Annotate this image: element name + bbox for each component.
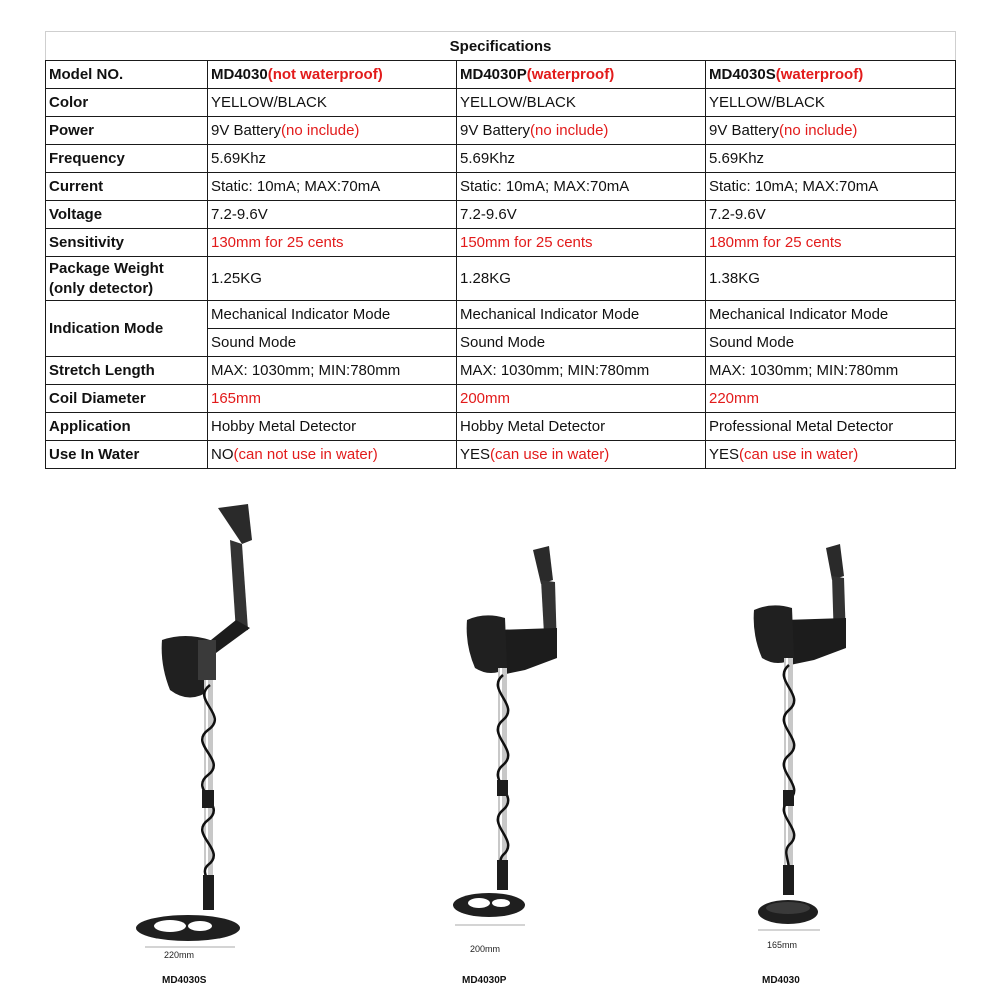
table-cell: 7.2-9.6V bbox=[208, 201, 457, 229]
table-cell: Static: 10mA; MAX:70mA bbox=[706, 173, 956, 201]
table-cell: 130mm for 25 cents bbox=[208, 229, 457, 257]
water-note: (can use in water) bbox=[739, 446, 859, 463]
power-note: (no include) bbox=[530, 122, 609, 139]
specifications-table bbox=[45, 31, 956, 469]
coil-size-label: 220mm bbox=[164, 950, 195, 960]
table-cell: 1.28KG bbox=[457, 257, 706, 301]
table-cell: Sound Mode bbox=[706, 329, 956, 357]
table-cell: Sound Mode bbox=[208, 329, 457, 357]
coil-size-label: 200mm bbox=[470, 944, 501, 954]
table-cell bbox=[208, 441, 457, 469]
row-label-voltage: Voltage bbox=[46, 201, 208, 229]
table-row-water bbox=[46, 441, 956, 469]
table-cell: 1.25KG bbox=[208, 257, 457, 301]
power-note: (no include) bbox=[779, 122, 858, 139]
table-cell: Static: 10mA; MAX:70mA bbox=[208, 173, 457, 201]
row-label-application: Application bbox=[46, 413, 208, 441]
table-cell: 220mm bbox=[706, 385, 956, 413]
table-row-stretch bbox=[46, 357, 956, 385]
metal-detector-image-md4030 bbox=[740, 540, 870, 960]
table-row-coil bbox=[46, 385, 956, 413]
power-note: (no include) bbox=[281, 122, 360, 139]
image-model-caption: MD4030 bbox=[762, 975, 800, 986]
table-cell: 165mm bbox=[208, 385, 457, 413]
table-cell: MAX: 1030mm; MIN:780mm bbox=[457, 357, 706, 385]
water-main: YES bbox=[709, 446, 740, 463]
table-cell: YELLOW/BLACK bbox=[457, 89, 706, 117]
table-cell: Static: 10mA; MAX:70mA bbox=[457, 173, 706, 201]
table-cell: Mechanical Indicator Mode bbox=[457, 301, 706, 329]
table-row-power bbox=[46, 117, 956, 145]
table-cell: 5.69Khz bbox=[208, 145, 457, 173]
weight-label-line1: Package Weight bbox=[49, 259, 164, 277]
table-cell: 7.2-9.6V bbox=[706, 201, 956, 229]
row-label-color: Color bbox=[46, 89, 208, 117]
table-cell bbox=[457, 441, 706, 469]
table-cell: 150mm for 25 cents bbox=[457, 229, 706, 257]
coil-size-label: 165mm bbox=[767, 940, 798, 950]
table-cell: Hobby Metal Detector bbox=[208, 413, 457, 441]
row-label-sensitivity: Sensitivity bbox=[46, 229, 208, 257]
model-code: MD4030S bbox=[709, 66, 776, 83]
table-row-color bbox=[46, 89, 956, 117]
table-cell: 180mm for 25 cents bbox=[706, 229, 956, 257]
table-cell: Sound Mode bbox=[457, 329, 706, 357]
table-cell bbox=[706, 117, 956, 145]
table-cell: Hobby Metal Detector bbox=[457, 413, 706, 441]
image-model-caption: MD4030P bbox=[462, 975, 507, 986]
table-cell: MAX: 1030mm; MIN:780mm bbox=[208, 357, 457, 385]
water-note: (can use in water) bbox=[490, 446, 610, 463]
table-cell: 1.38KG bbox=[706, 257, 956, 301]
table-cell: Mechanical Indicator Mode bbox=[208, 301, 457, 329]
table-cell bbox=[208, 117, 457, 145]
table-cell: 200mm bbox=[457, 385, 706, 413]
table-cell: 5.69Khz bbox=[457, 145, 706, 173]
table-cell: Mechanical Indicator Mode bbox=[706, 301, 956, 329]
power-main: 9V Battery bbox=[460, 122, 531, 139]
water-main: NO bbox=[211, 446, 234, 463]
water-note: (can not use in water) bbox=[233, 446, 378, 463]
row-label-stretch: Stretch Length bbox=[46, 357, 208, 385]
model-cell-2 bbox=[457, 61, 706, 89]
table-row-current bbox=[46, 173, 956, 201]
row-label-frequency: Frequency bbox=[46, 145, 208, 173]
row-label-current: Current bbox=[46, 173, 208, 201]
model-code: MD4030 bbox=[211, 66, 268, 83]
row-label-water: Use In Water bbox=[46, 441, 208, 469]
table-row-indication-1 bbox=[46, 301, 956, 329]
table-cell: MAX: 1030mm; MIN:780mm bbox=[706, 357, 956, 385]
metal-detector-image-md4030p bbox=[445, 540, 585, 960]
table-row-model bbox=[46, 61, 956, 89]
row-label-indication: Indication Mode bbox=[46, 301, 208, 357]
table-row-frequency bbox=[46, 145, 956, 173]
table-cell: YELLOW/BLACK bbox=[706, 89, 956, 117]
water-main: YES bbox=[460, 446, 491, 463]
table-cell bbox=[706, 441, 956, 469]
model-cell-3 bbox=[706, 61, 956, 89]
row-label-power: Power bbox=[46, 117, 208, 145]
model-note: (not waterproof) bbox=[267, 66, 383, 83]
detector-images bbox=[0, 490, 1000, 990]
model-cell-1 bbox=[208, 61, 457, 89]
row-label-weight bbox=[46, 257, 208, 301]
row-label-model: Model NO. bbox=[46, 61, 208, 89]
model-note: (waterproof) bbox=[526, 66, 615, 83]
table-row-weight bbox=[46, 257, 956, 301]
table-cell: Professional Metal Detector bbox=[706, 413, 956, 441]
model-code: MD4030P bbox=[460, 66, 527, 83]
weight-label-line2: (only detector) bbox=[49, 279, 154, 297]
metal-detector-image-md4030s bbox=[130, 500, 280, 960]
table-row-sensitivity bbox=[46, 229, 956, 257]
table-cell: 5.69Khz bbox=[706, 145, 956, 173]
power-main: 9V Battery bbox=[211, 122, 282, 139]
table-cell bbox=[457, 117, 706, 145]
table-row-application bbox=[46, 413, 956, 441]
image-model-caption: MD4030S bbox=[162, 975, 207, 986]
table-row-voltage bbox=[46, 201, 956, 229]
model-note: (waterproof) bbox=[775, 66, 864, 83]
table-cell: YELLOW/BLACK bbox=[208, 89, 457, 117]
table-title: Specifications bbox=[46, 32, 956, 61]
row-label-coil: Coil Diameter bbox=[46, 385, 208, 413]
table-cell: 7.2-9.6V bbox=[457, 201, 706, 229]
power-main: 9V Battery bbox=[709, 122, 780, 139]
